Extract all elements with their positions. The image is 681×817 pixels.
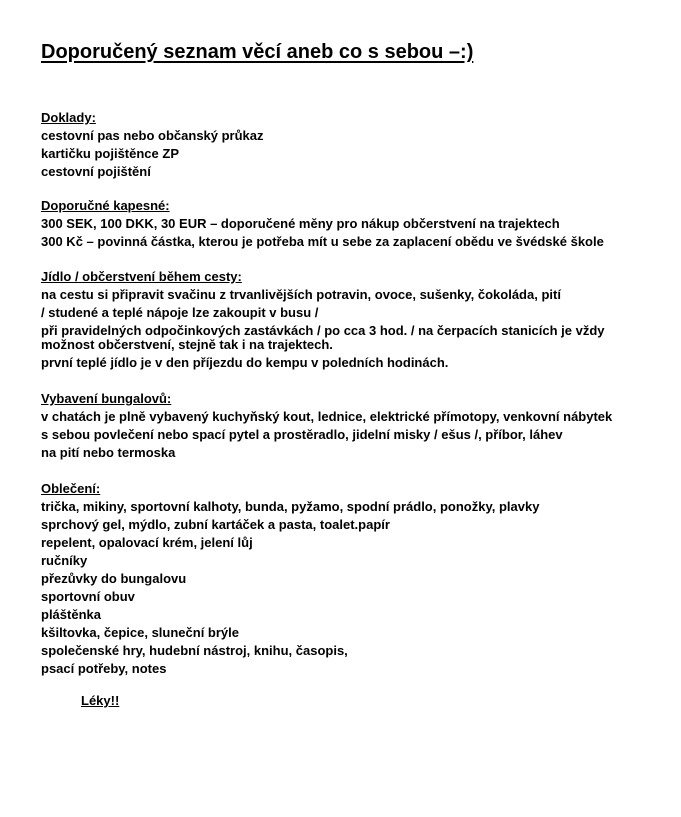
- section-heading-doklady: Doklady:: [41, 110, 96, 125]
- list-item: s sebou povlečení nebo spací pytel a prostěradlo, jidelní misky / ešus /, příbor, láhev: [41, 427, 563, 442]
- list-item: první teplé jídlo je v den příjezdu do kempu v poledních hodinách.: [41, 355, 449, 370]
- list-item: společenské hry, hudební nástroj, knihu, časopis,: [41, 643, 348, 658]
- list-item: při pravidelných odpočinkových zastávkách / po cca 3 hod. / na čerpacích stanicích je vždy možnost občerstvení, stejně tak i na trajektech.: [41, 323, 605, 352]
- list-item: trička, mikiny, sportovní kalhoty, bunda, pyžamo, spodní prádlo, ponožky, plavky: [41, 499, 540, 514]
- section-jidlo: [41, 268, 641, 372]
- list-item: ručníky: [41, 553, 88, 568]
- section-heading-jidlo: Jídlo / občerstvení během cesty:: [41, 269, 242, 284]
- section-heading-kapesne: Doporučné kapesné:: [41, 198, 170, 213]
- section-doklady: [41, 109, 264, 181]
- list-item: sportovní obuv: [41, 589, 135, 604]
- section-kapesne: [41, 197, 604, 251]
- list-item: 300 Kč – povinná částka, kterou je potřeba mít u sebe za zaplacení obědu ve švédské škole: [41, 234, 604, 249]
- list-item: / studené a teplé nápoje lze zakoupit v busu /: [41, 305, 319, 320]
- list-item: na pití nebo termoska: [41, 445, 176, 460]
- page-title: Doporučený seznam věcí aneb co s sebou –:): [41, 41, 474, 63]
- list-item: v chatách je plně vybavený kuchyňský kout, lednice, elektrické přímotopy, venkovní nábytek: [41, 409, 613, 424]
- list-item: sprchový gel, mýdlo, zubní kartáček a pasta, toalet.papír: [41, 517, 390, 532]
- list-item: pláštěnka: [41, 607, 101, 622]
- medicine-note: Léky!!: [81, 693, 120, 708]
- list-item: psací potřeby, notes: [41, 661, 167, 676]
- list-item: cestovní pas nebo občanský průkaz: [41, 128, 264, 143]
- list-item: kšiltovka, čepice, sluneční brýle: [41, 625, 239, 640]
- list-item: repelent, opalovací krém, jelení lůj: [41, 535, 253, 550]
- list-item: na cestu si připravit svačinu z trvanlivějších potravin, ovoce, sušenky, čokoláda, pití: [41, 287, 561, 302]
- list-item: přezůvky do bungalovu: [41, 571, 187, 586]
- section-heading-bungalov: Vybavení bungalovů:: [41, 391, 172, 406]
- section-heading-obleceni: Oblečení:: [41, 481, 101, 496]
- section-bungalov: [41, 390, 612, 462]
- list-item: kartičku pojištěnce ZP: [41, 146, 179, 161]
- list-item: cestovní pojištění: [41, 164, 151, 179]
- section-obleceni: [41, 480, 539, 678]
- list-item: 300 SEK, 100 DKK, 30 EUR – doporučené měny pro nákup občerstvení na trajektech: [41, 216, 560, 231]
